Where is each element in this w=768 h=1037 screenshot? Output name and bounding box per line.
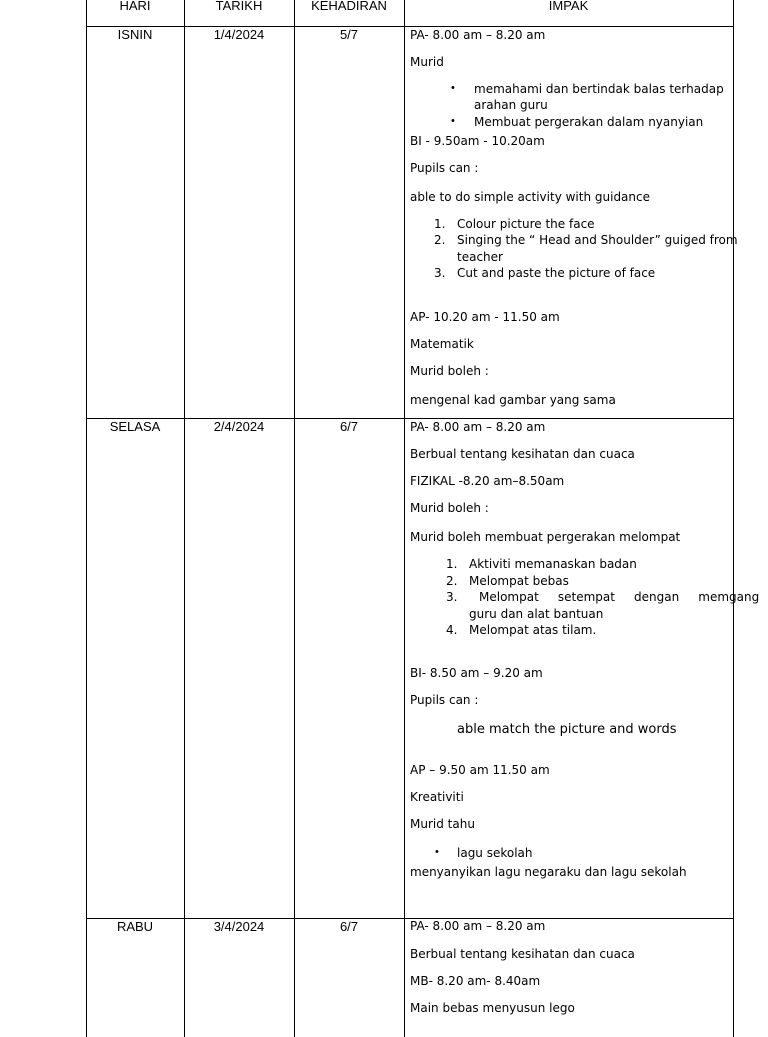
list-item: memahami dan bertindak balas terhadap (474, 82, 724, 96)
murid-boleh-label: Murid boleh : (410, 501, 489, 515)
row-hari: RABU (116, 919, 154, 934)
list-item: lagu sekolah (457, 846, 533, 860)
list-item: arahan guru (474, 98, 548, 112)
column-divider (294, 0, 295, 1037)
list-number: 1. (446, 557, 458, 571)
activity-text: Berbual tentang kesihatan dan cuaca (410, 447, 635, 461)
row-tarikh: 3/4/2024 (213, 919, 265, 934)
bullet-icon: • (451, 115, 455, 127)
table-border-right (733, 0, 734, 1037)
list-item: Cut and paste the picture of face (457, 266, 656, 280)
list-item: Membuat pergerakan dalam nyanyian (474, 115, 704, 129)
list-item: Melompat setempat dengan memgang (479, 590, 760, 604)
list-number: 2. (446, 574, 458, 588)
session-pa: PA- 8.00 am – 8.20 am (410, 420, 546, 434)
column-divider (184, 0, 185, 1037)
activity-text: Berbual tentang kesihatan dan cuaca (410, 947, 635, 961)
session-fizikal: FIZIKAL -8.20 am–8.50am (410, 474, 565, 488)
list-number: 2. (434, 233, 446, 247)
subject-label: Kreativiti (410, 790, 464, 804)
outcome-text: mengenal kad gambar yang sama (410, 393, 616, 407)
header-kehadiran: KEHADIRAN (311, 0, 387, 13)
list-item: guru dan alat bantuan (469, 607, 604, 621)
list-item: teacher (457, 250, 503, 264)
list-item: Melompat bebas (469, 574, 569, 588)
row-tarikh: 2/4/2024 (213, 419, 265, 434)
outcome-text: able match the picture and words (457, 722, 677, 737)
session-bi: BI - 9.50am - 10.20am (410, 134, 545, 148)
session-pa: PA- 8.00 am – 8.20 am (410, 919, 546, 933)
session-ap: AP- 10.20 am - 11.50 am (410, 310, 560, 324)
pupils-label: Pupils can : (410, 161, 479, 175)
murid-boleh-label: Murid boleh : (410, 364, 489, 378)
header-tarikh: TARIKH (215, 0, 263, 13)
session-pa: PA- 8.00 am – 8.20 am (410, 28, 546, 42)
column-divider (404, 0, 405, 1037)
outcome-text: able to do simple activity with guidance (410, 190, 650, 204)
subject-label: Matematik (410, 337, 474, 351)
row-hari: ISNIN (117, 27, 153, 42)
murid-tahu-label: Murid tahu (410, 817, 475, 831)
session-mb: MB- 8.20 am- 8.40am (410, 974, 541, 988)
header-hari: HARI (119, 0, 151, 13)
bullet-icon: • (451, 82, 455, 94)
list-item: Singing the “ Head and Shoulder” guiged from (457, 233, 738, 247)
list-item: Melompat atas tilam. (469, 623, 597, 637)
list-item: Aktiviti memanaskan badan (469, 557, 637, 571)
row-kehadiran: 6/7 (339, 419, 359, 434)
bullet-icon: • (435, 846, 439, 858)
row-kehadiran: 6/7 (339, 919, 359, 934)
session-bi: BI- 8.50 am – 9.20 am (410, 666, 543, 680)
header-impak: IMPAK (548, 0, 589, 13)
outcome-text: Murid boleh membuat pergerakan melompat (410, 530, 681, 544)
list-number: 3. (446, 590, 458, 604)
row-kehadiran: 5/7 (339, 27, 359, 42)
pupils-label: Pupils can : (410, 693, 479, 707)
list-number: 3. (434, 266, 446, 280)
session-ap: AP – 9.50 am 11.50 am (410, 763, 550, 777)
row-hari: SELASA (109, 419, 161, 434)
table-border-left (86, 0, 87, 1037)
subject-label: Murid (410, 55, 444, 69)
activity-text: Main bebas menyusun lego (410, 1001, 575, 1015)
list-number: 4. (446, 623, 458, 637)
outcome-text: menyanyikan lagu negaraku dan lagu sekolah (410, 865, 687, 879)
list-number: 1. (434, 217, 446, 231)
list-item: Colour picture the face (457, 217, 595, 231)
row-tarikh: 1/4/2024 (213, 27, 265, 42)
